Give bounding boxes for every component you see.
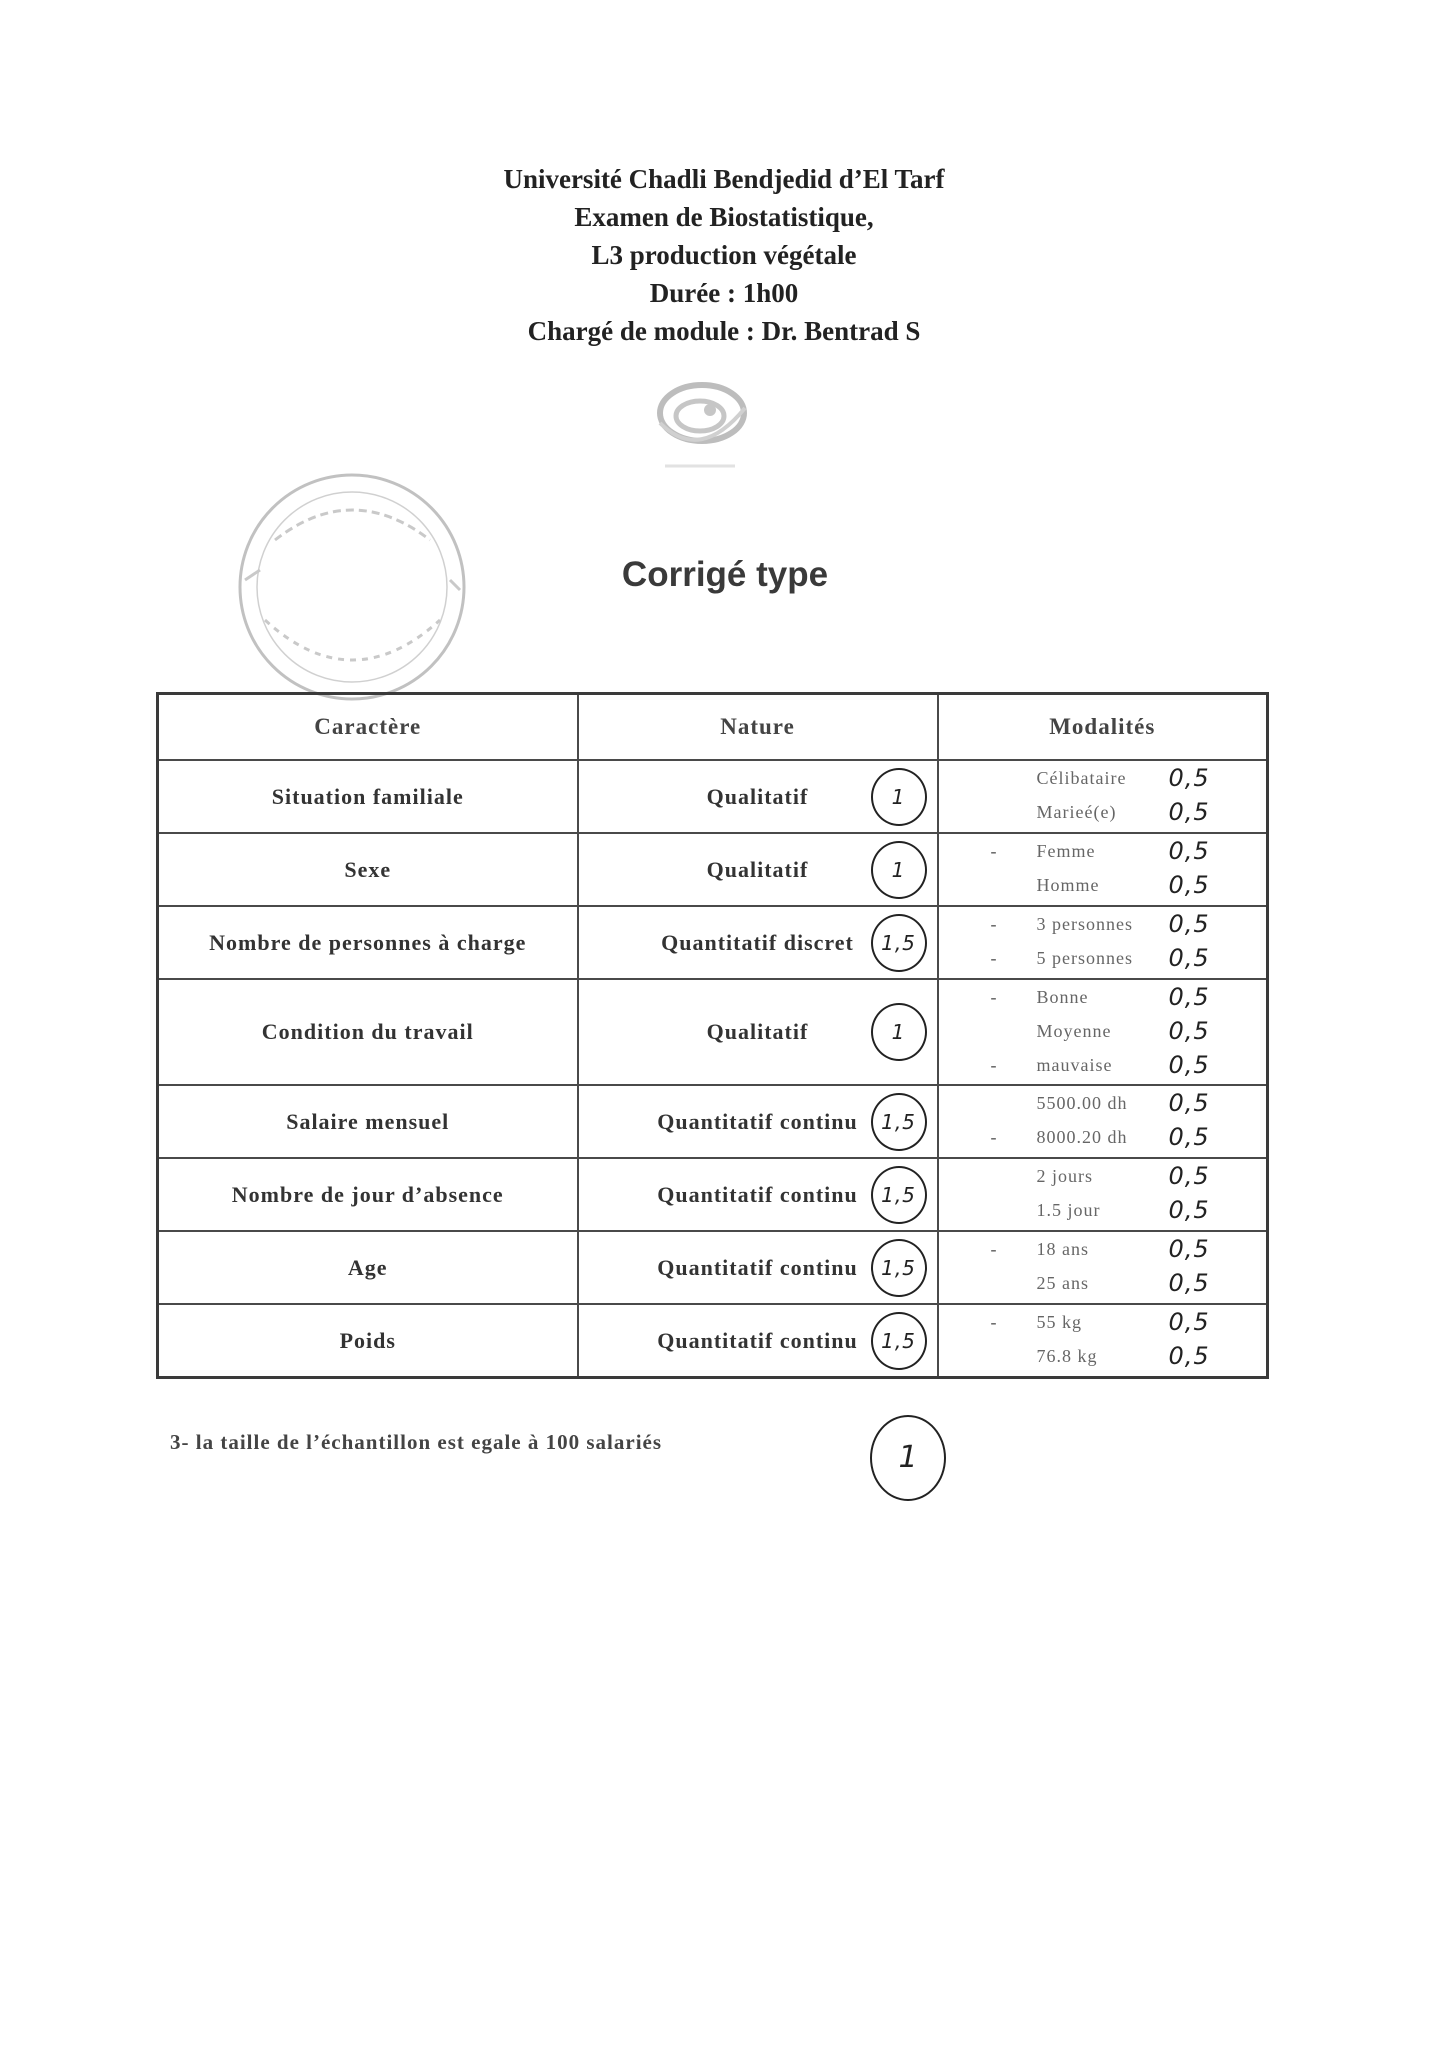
column-header-modalites: Modalités [938,694,1268,761]
modalite-item: - 5 personnes 0,5 [939,941,1267,975]
modalites-cell [938,979,1268,1085]
modalite-score: 0,5 [1168,1017,1210,1045]
institution-stamp-icon [215,470,490,705]
modalite-label: 25 ans [1036,1273,1089,1293]
modalites-cell [938,833,1268,906]
modalite-score: 0,5 [1168,1235,1210,1263]
nature-text: Qualitatif [706,783,809,809]
modalite-label: 5 personnes [1036,948,1133,968]
points-circle: 1 [871,1003,927,1061]
modalite-item [939,1014,1267,1048]
modalite-label: Célibataire [1036,768,1127,788]
modalite-score: 0,5 [1168,1269,1210,1297]
university-logo-icon [640,368,760,478]
modalite-score: 0,5 [1168,1051,1210,1079]
modalite-item: - Femme 0,5 [939,834,1267,868]
caractere-cell: Nombre de personnes à charge [158,906,578,979]
points-circle: 1,5 [871,1239,927,1297]
modalite-label: 76.8 kg [1036,1346,1098,1366]
modalite-label: 5500.00 dh [1036,1093,1128,1113]
modalite-item: - 3 personnes 0,5 [939,907,1267,941]
table-row [158,760,1268,833]
exam-name: Examen de Biostatistique, [574,202,874,232]
nature-cell [578,1304,938,1378]
points-circle: 1 [871,841,927,899]
modalites-cell [938,1231,1268,1304]
exam-header [0,160,1448,350]
modalite-label: Marieé(e) [1036,802,1117,822]
nature-text: Quantitatif continu [657,1108,858,1134]
modalite-label: Femme [1036,841,1096,861]
nature-text: Quantitatif continu [657,1181,858,1207]
modalite-score: 0,5 [1168,1308,1210,1336]
nature-cell [578,1231,938,1304]
modalite-score: 0,5 [1168,944,1210,972]
modalite-item [939,1086,1267,1120]
table-row [158,1085,1268,1158]
modalites-cell [938,906,1268,979]
caractere-cell: Age [158,1231,578,1304]
modalite-score: 0,5 [1168,910,1210,938]
table-row [158,1158,1268,1231]
table-header-row [158,694,1268,761]
nature-text: Quantitatif continu [657,1254,858,1280]
table-row [158,833,1268,906]
modalite-score: 0,5 [1168,1089,1210,1117]
table-row [158,1231,1268,1304]
column-header-caractere: Caractère [158,694,578,761]
modalite-label: 18 ans [1036,1239,1089,1259]
modalite-label: 1.5 jour [1036,1200,1101,1220]
modalite-item: - mauvaise 0,5 [939,1048,1267,1082]
nature-cell [578,906,938,979]
modalite-item [939,1193,1267,1227]
modalites-cell [938,1158,1268,1231]
points-circle: 1,5 [871,1093,927,1151]
nature-cell [578,833,938,906]
nature-cell [578,1158,938,1231]
nature-cell [578,1085,938,1158]
modalites-cell [938,1304,1268,1378]
modalite-score: 0,5 [1168,983,1210,1011]
modalite-score: 0,5 [1168,1196,1210,1224]
modalite-label: 2 jours [1036,1166,1093,1186]
modalite-score: 0,5 [1168,798,1210,826]
table-row [158,979,1268,1085]
modalite-label: Bonne [1036,987,1089,1007]
caractere-cell: Nombre de jour d’absence [158,1158,578,1231]
caractere-cell: Poids [158,1304,578,1378]
modalite-item [939,795,1267,829]
modalite-item: - Bonne 0,5 [939,980,1267,1014]
modalite-item: - 8000.20 dh 0,5 [939,1120,1267,1154]
points-circle: 1,5 [871,1312,927,1370]
modalite-score: 0,5 [1168,837,1210,865]
nature-text: Quantitatif continu [657,1327,858,1353]
nature-cell [578,979,938,1085]
points-circle: 1,5 [871,1166,927,1224]
caractere-cell: Situation familiale [158,760,578,833]
column-header-nature: Nature [578,694,938,761]
modalite-item [939,868,1267,902]
caractere-cell: Salaire mensuel [158,1085,578,1158]
nature-cell [578,760,938,833]
modalite-item [939,1339,1267,1373]
modalite-item: - 55 kg 0,5 [939,1305,1267,1339]
university-name: Université Chadli Bendjedid d’El Tarf [503,164,945,194]
modalite-item [939,1159,1267,1193]
question-3-answer: 3- la taille de l’échantillon est egale à 100 salariés [170,1430,663,1454]
exam-duration: Durée : 1h00 [649,278,799,308]
answer-table [156,692,1269,1379]
modalite-item [939,1266,1267,1300]
points-circle: 1 [871,768,927,826]
modalite-score: 0,5 [1168,764,1210,792]
modalite-score: 0,5 [1168,1162,1210,1190]
modalite-label: Homme [1036,875,1100,895]
caractere-cell: Condition du travail [158,979,578,1085]
class-level: L3 production végétale [591,240,857,270]
document-title: Corrigé type [621,555,829,594]
caractere-cell: Sexe [158,833,578,906]
modalites-cell [938,1085,1268,1158]
modalite-label: 55 kg [1036,1312,1082,1332]
modalite-score: 0,5 [1168,871,1210,899]
table-row [158,906,1268,979]
nature-text: Qualitatif [706,856,809,882]
modalite-label: mauvaise [1036,1055,1113,1075]
modalite-item [939,761,1267,795]
modalite-label: Moyenne [1036,1021,1112,1041]
table-row [158,1304,1268,1378]
modalite-label: 3 personnes [1036,914,1133,934]
modalites-cell [938,760,1268,833]
teacher-name: Chargé de module : Dr. Bentrad S [527,316,921,346]
modalite-score: 0,5 [1168,1342,1210,1370]
nature-text: Qualitatif [706,1019,809,1044]
question-3-points-circle: 1 [870,1415,946,1501]
modalite-label: 8000.20 dh [1036,1127,1128,1147]
modalite-score: 0,5 [1168,1123,1210,1151]
modalite-item: - 18 ans 0,5 [939,1232,1267,1266]
points-circle: 1,5 [871,914,927,972]
nature-text: Quantitatif discret [661,929,854,955]
